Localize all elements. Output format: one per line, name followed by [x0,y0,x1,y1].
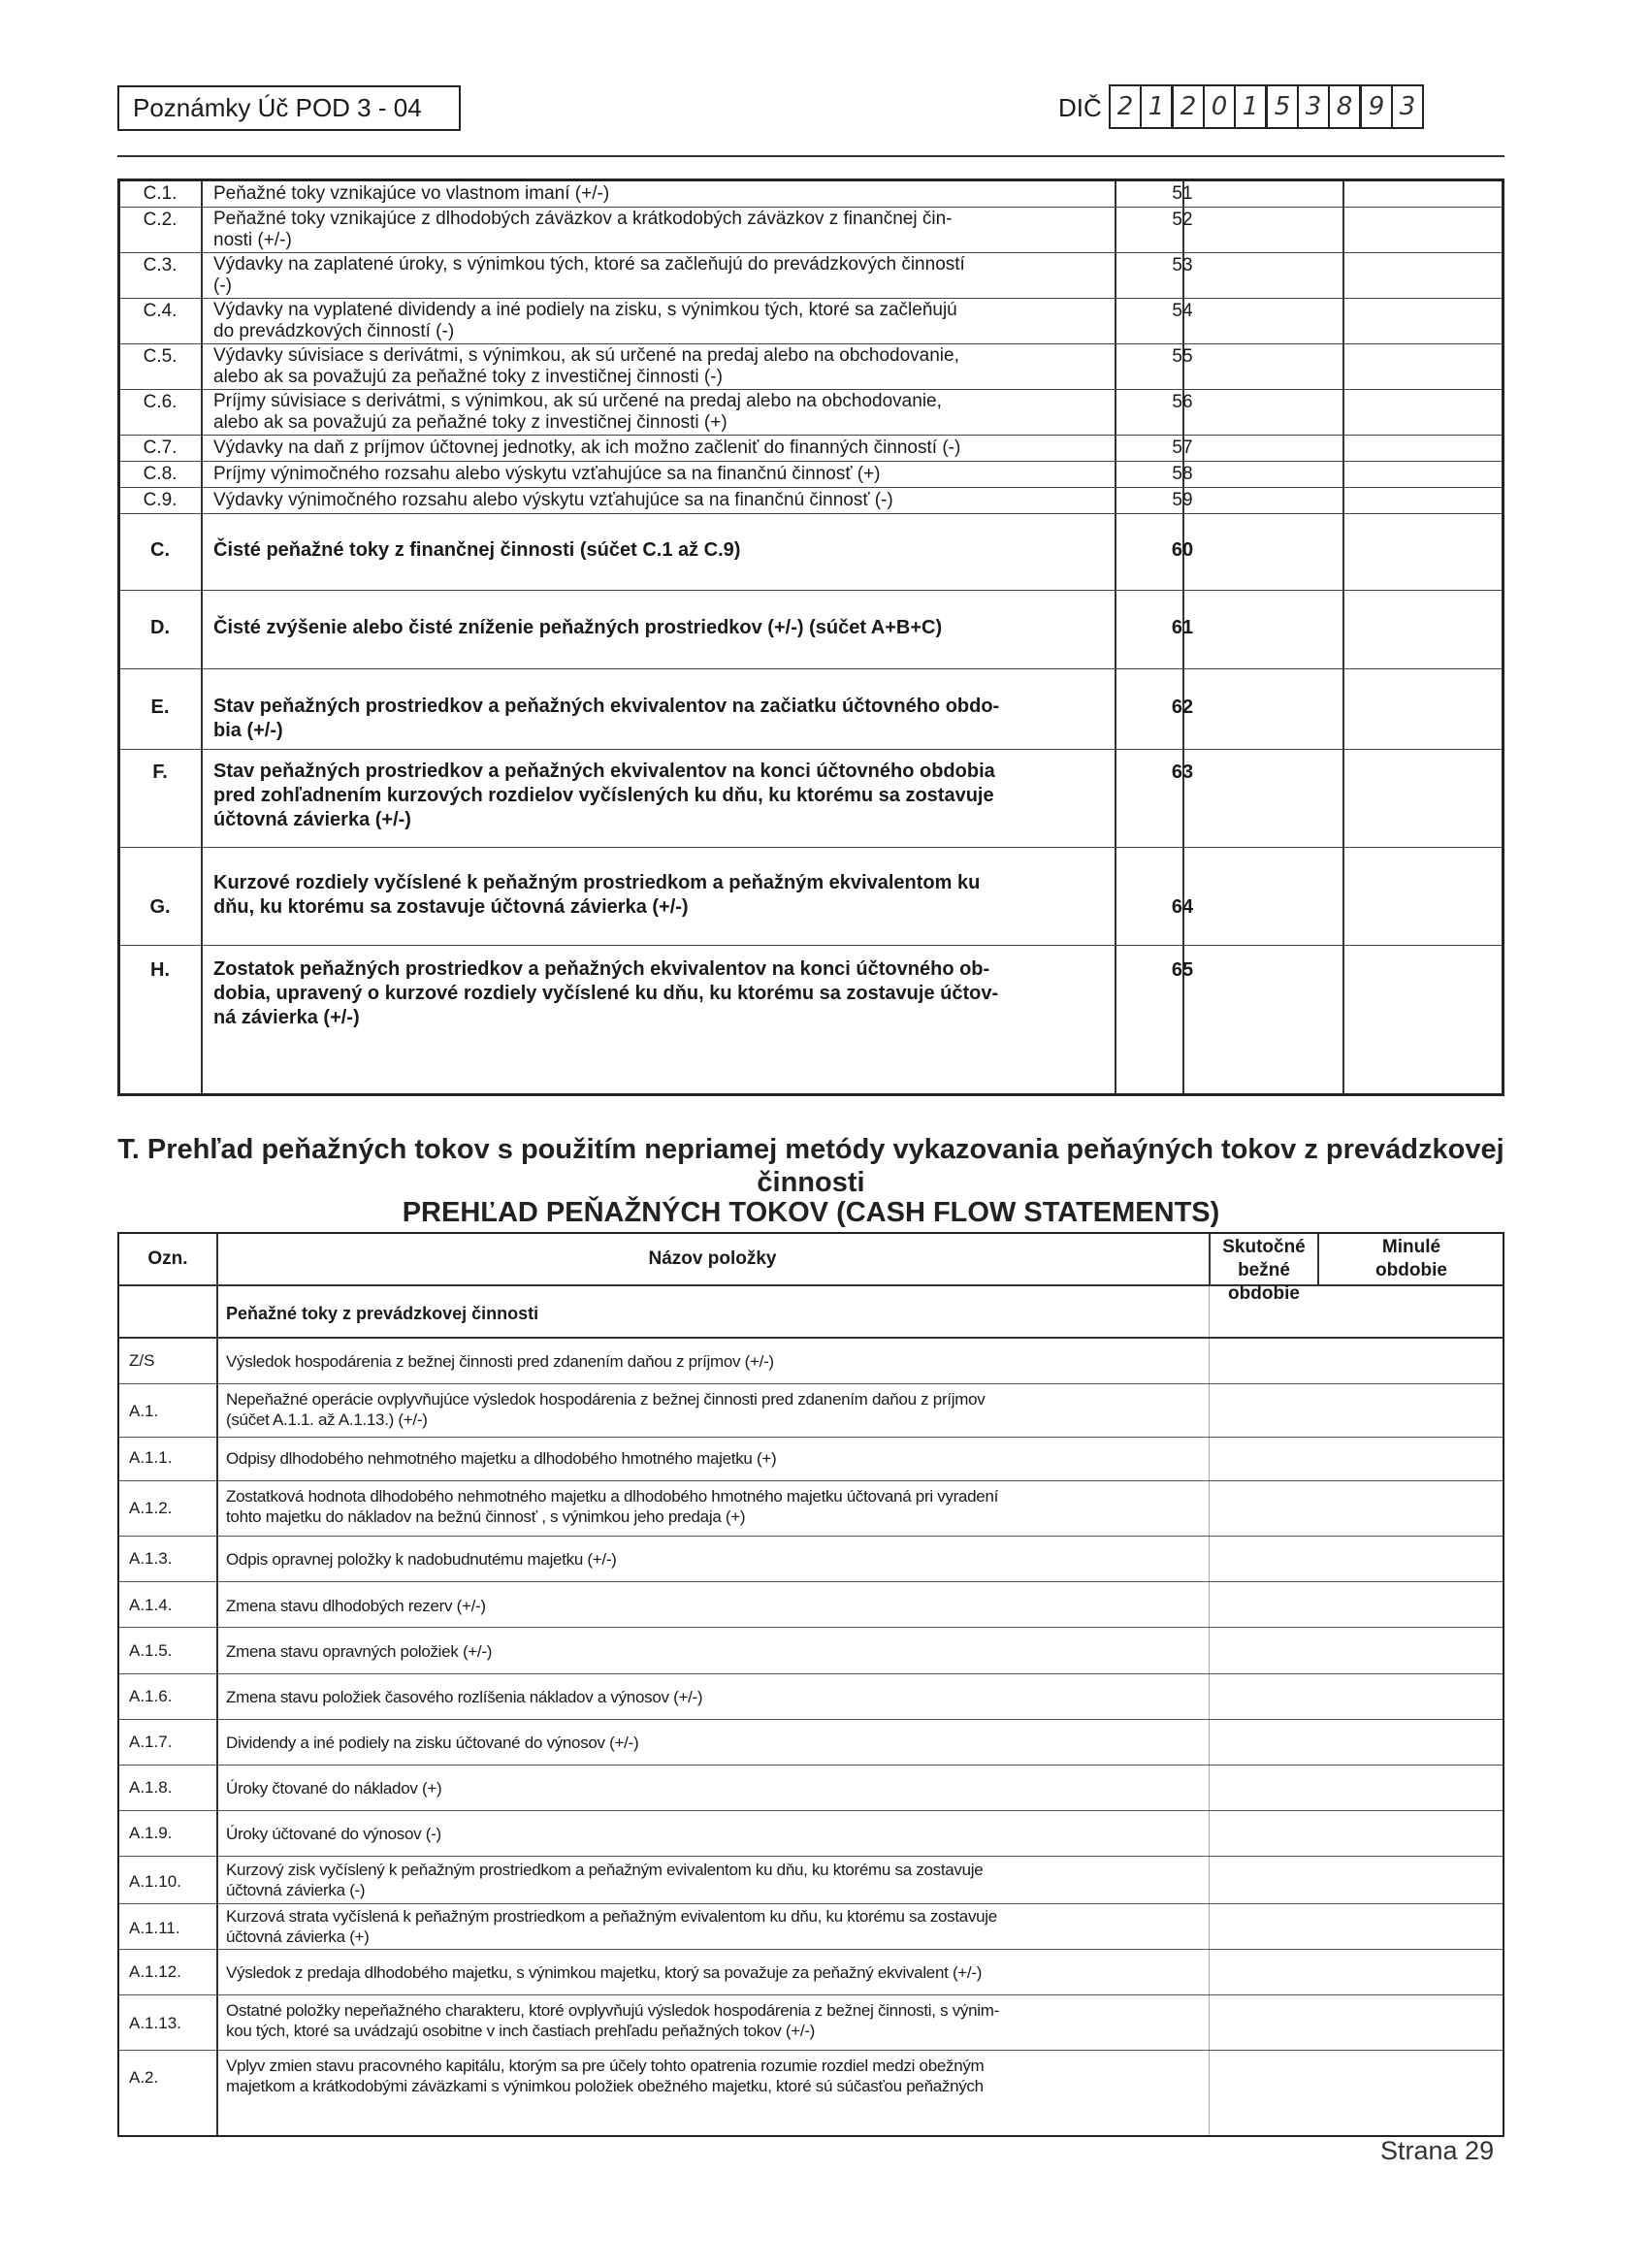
table-row [120,299,1502,344]
row-number: 57 [1172,437,1193,458]
dic-digit: 0 [1203,86,1234,127]
dic-label: DIČ [1058,93,1102,122]
row-code: A.1.1. [129,1448,173,1467]
row-number: 60 [1171,539,1194,561]
row-text: Nepeňažné operácie ovplyvňujúce výsledok hospodárenia z bežnej činnosti pred zdanením daňou z príjmov (súčet A.1.1. až A.1.13.) (+/-) [226,1390,986,1429]
row-text: Čisté zvýšenie alebo čisté zníženie peňažných prostriedkov (+/-) (súčet A+B+C) [213,617,943,638]
row-text: Výdavky súvisiace s derivátmi, s výnimkou, ak sú určené na predaj alebo na obchodovanie, alebo ak sa považujú za peňažné toky z investičnej činnosti (-) [213,345,959,387]
row-code: C. [150,539,170,561]
table-row [120,208,1502,253]
summary-row [120,591,1502,669]
row-code: A.1.7. [129,1733,173,1751]
row-number: 61 [1171,617,1194,638]
summary-row [120,669,1502,750]
row-text: Stav peňažných prostriedkov a peňažných ekvivalentov na začiatku účtovného obdo- bia (+/-) [213,696,1000,741]
section-t-subtitle: PREHĽAD PEŇAŽNÝCH TOKOV (CASH FLOW STATEMENTS) [402,1197,1220,1228]
row-code: A.1.12. [129,1962,181,1981]
row-text: Odpis opravnej položky k nadobudnutému majetku (+/-) [226,1550,617,1569]
row-code: A.1.2. [129,1499,173,1517]
row-text: Čisté peňažné toky z finančnej činnosti (súčet C.1 až C.9) [213,539,741,561]
row-code: A.1.4. [129,1596,173,1614]
dic-digit: 3 [1297,86,1328,127]
row-text: Príjmy súvisiace s derivátmi, s výnimkou, ak sú určené na predaj alebo na obchodovanie, alebo ak sa považujú za peňažné toky z investičnej činnosti (+) [213,391,942,433]
row-text: Zmena stavu dlhodobých rezerv (+/-) [226,1597,486,1615]
row-code: A.1.13. [129,2014,181,2032]
table-row [119,1438,1503,1481]
table-row [119,1811,1503,1857]
table-row [119,1537,1503,1582]
column-header-previous: Minulé obdobie [1375,1237,1447,1280]
dic-digit: 8 [1328,86,1359,127]
row-text: Výdavky na vyplatené dividendy a iné podiely na zisku, s výnimkou tých, ktoré sa začleňujú do prevádzkových činností (-) [213,300,957,341]
row-text: Zostatková hodnota dlhodobého nehmotného majetku a dlhodobého hmotného majetku účtovaná pri vyradení tohto majetku do nákladov na bežnú činnosť , s výnimkou jeho predaja (+) [226,1487,999,1526]
table-row [119,1995,1503,2051]
dic-digit: 9 [1359,86,1391,127]
row-text: Peňažné toky vznikajúce vo vlastnom imaní (+/-) [213,183,610,204]
row-code: A.2. [129,2068,159,2087]
row-code: F. [152,761,168,783]
table-row [119,1481,1503,1537]
row-number: 59 [1172,490,1193,510]
row-code: A.1.9. [129,1824,173,1842]
table-row [119,1904,1503,1950]
row-text: Príjmy výnimočného rozsahu alebo výskytu vzťahujúce sa na finančnú činnosť (+) [213,464,881,484]
table-row [119,1766,1503,1811]
column-header-name: Názov položky [648,1248,777,1269]
row-text: Kurzové rozdiely vyčíslené k peňažným prostriedkom a peňažným ekvivalentom ku dňu, ku ktorému sa zostavuje účtovná závierka (+/-) [213,872,981,918]
row-text: Výdavky na zaplatené úroky, s výnimkou tých, ktoré sa začleňujú do prevádzkových činností (-) [213,254,965,296]
section-t-title: T. Prehľad peňažných tokov s použitím nepriamej metódy vykazovania peňaýných tokov z prevádzkovej činnosti [117,1134,1504,1198]
row-code: C.4. [143,301,178,321]
summary-row [120,750,1502,848]
row-number: 54 [1172,301,1193,321]
row-text: Výsledok hospodárenia z bežnej činnosti pred zdanením daňou z príjmov (+/-) [226,1352,774,1371]
row-text: Dividendy a iné podiely na zisku účtované do výnosov (+/-) [226,1733,639,1752]
row-number: 51 [1172,183,1193,204]
row-code: G. [149,896,171,918]
group-heading-row [119,1286,1503,1339]
row-text: Peňažné toky vznikajúce z dlhodobých záväzkov a krátkodobých záväzkov z finančnej čin- nosti (+/-) [213,209,953,250]
table-row [120,462,1502,488]
row-code: Z/S [129,1351,155,1370]
row-text: Odpisy dlhodobého nehmotného majetku a dlhodobého hmotného majetku (+) [226,1449,777,1468]
row-code: C.7. [143,437,178,458]
table-row [119,1628,1503,1674]
row-code: A.1.11. [129,1919,180,1937]
row-text: Ostatné položky nepeňažného charakteru, ktoré ovplyvňujú výsledok hospodárenia z bežnej činnosti, s výnim- kou tých, ktoré sa uvádzajú osobitne v inch častiach prehľadu peňažných tokov (+/-) [226,2001,999,2040]
row-number: 52 [1172,210,1193,230]
row-code: C.8. [143,464,178,484]
dic-digit: 1 [1140,86,1171,127]
row-code: E. [150,697,170,718]
row-number: 58 [1172,464,1193,484]
table-row [120,253,1502,299]
row-number: 55 [1172,346,1193,367]
row-text: Úroky čtované do nákladov (+) [226,1779,442,1798]
table-row [119,1950,1503,1995]
row-number: 53 [1172,255,1193,275]
row-code: C.5. [143,346,178,367]
dic-digit: 5 [1265,86,1297,127]
dic-digit: 2 [1171,86,1203,127]
row-code: D. [150,617,170,638]
row-code: C.2. [143,210,178,230]
row-code: A.1.6. [129,1687,173,1705]
table-row [120,181,1502,208]
row-number: 64 [1171,896,1194,918]
row-text: Zostatok peňažných prostriedkov a peňažných ekvivalentov na konci účtovného ob- dobia, upravený o kurzové rozdiely vyčíslené ku dňu, ku ktorému sa zostavuje účtov- ná závierka (+/-) [213,958,999,1028]
row-number: 65 [1171,959,1194,981]
row-text: Výsledok z predaja dlhodobého majetku, s výnimkou majetku, ktorý sa považuje za peňažný ekvivalent (+/-) [226,1963,983,1982]
table-row [120,390,1502,436]
table-row [119,2051,1503,2136]
summary-row [120,848,1502,946]
column-header-code: Ozn. [147,1248,188,1269]
row-code: A.1.3. [129,1549,173,1568]
row-text: Stav peňažných prostriedkov a peňažných ekvivalentov na konci účtovného obdobia pred zohľadnením kurzových rozdielov vyčíslených ku dňu, ku ktorému sa zostavuje účtovná závierka (+/-) [213,761,995,830]
row-code: A.1.10. [129,1872,181,1891]
cash-flow-table [117,1232,1504,2137]
row-code: C.9. [143,490,178,510]
summary-row [120,514,1502,591]
row-code: H. [150,959,170,981]
summary-row [120,946,1502,1091]
row-text: Kurzová strata vyčíslená k peňažným prostriedkom a peňažným evivalentom ku dňu, ku ktorému sa zostavuje účtovná závierka (+) [226,1907,997,1946]
dic-digit: 1 [1234,86,1265,127]
form-label-box [117,85,461,131]
table-row [119,1674,1503,1720]
row-code: C.1. [143,183,178,204]
row-code: A.1. [129,1402,159,1420]
dic-digit: 3 [1391,86,1422,127]
row-text: Kurzový zisk vyčíslený k peňažným prostriedkom a peňažným evivalentom ku dňu, ku ktorému sa zostavuje účtovná závierka (-) [226,1861,984,1899]
group-heading: Peňažné toky z prevádzkovej činnosti [226,1304,539,1323]
row-code: A.1.5. [129,1641,173,1660]
row-text: Zmena stavu položiek časového rozlíšenia nákladov a výnosov (+/-) [226,1688,703,1706]
row-text: Vplyv zmien stavu pracovného kapitálu, ktorým sa pre účely tohto opatrenia rozumie rozdiel medzi obežným majetkom a krátkodobými záväzkami s výnimkou položiek obežného majetku, ktoré sú súčasťou peňažných [226,2057,985,2095]
table-row [120,436,1502,462]
row-code: A.1.8. [129,1778,173,1797]
table-row [120,344,1502,390]
form-label: Poznámky Úč POD 3 - 04 [133,93,422,122]
row-code: C.3. [143,255,178,275]
row-text: Úroky účtované do výnosov (-) [226,1825,441,1843]
table-header-row [119,1234,1503,1304]
row-number: 56 [1172,392,1193,412]
table-row [119,1339,1503,1384]
dic-digit-boxes [1109,84,1424,129]
table-row [120,488,1502,514]
row-text: Výdavky na daň z príjmov účtovnej jednotky, ak ich možno začleniť do finanných činností (-) [213,437,961,458]
dic-digit: 2 [1116,92,1134,121]
table-row [119,1582,1503,1628]
row-code: C.6. [143,392,178,412]
row-text: Zmena stavu opravných položiek (+/-) [226,1642,493,1661]
row-text: Výdavky výnimočného rozsahu alebo výskytu vzťahujúce sa na finančnú činnosť (-) [213,490,893,510]
row-number: 62 [1171,697,1194,718]
header-divider [117,155,1504,157]
row-number: 63 [1171,761,1194,783]
table-row [119,1720,1503,1766]
table-row [119,1384,1503,1438]
page-number: Strana 29 [1380,2136,1495,2165]
table-row [119,1857,1503,1904]
financial-activity-table [117,178,1504,1096]
column-header-current: Skutočné bežné obdobie [1222,1237,1306,1304]
